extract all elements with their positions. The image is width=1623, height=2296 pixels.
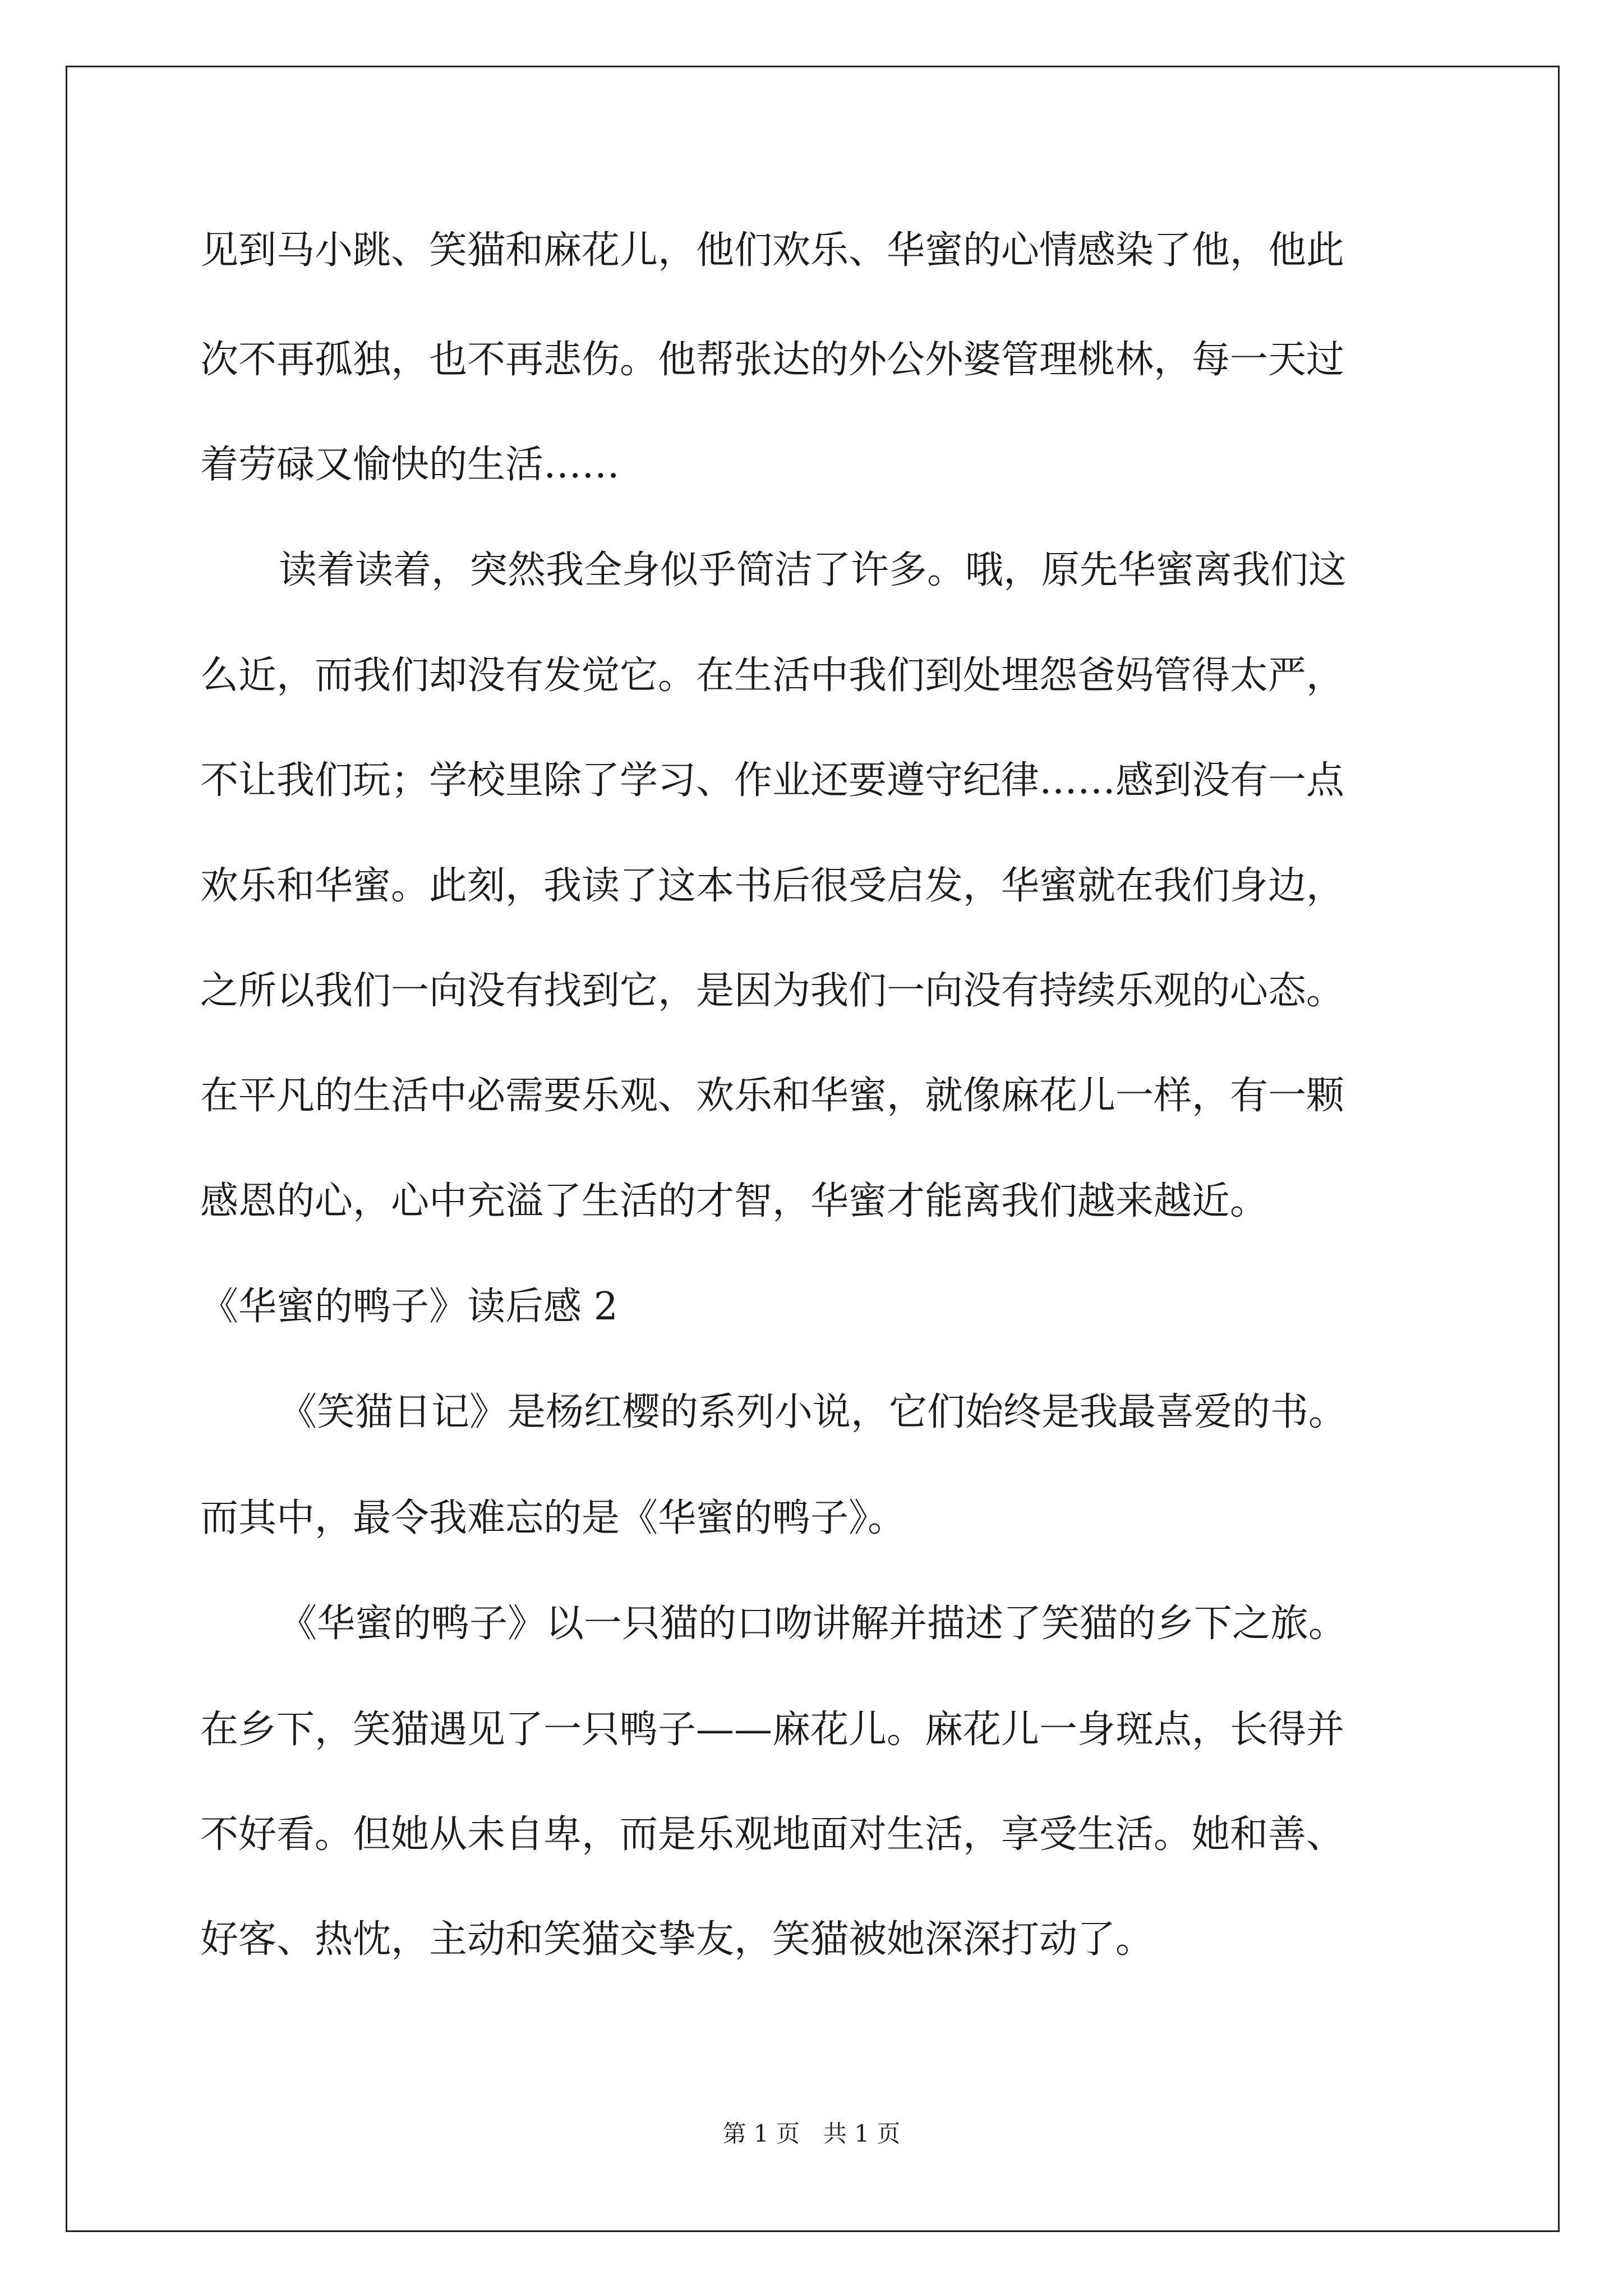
text-line: 而其中，最令我难忘的是《华蜜的鸭子》。 bbox=[200, 1496, 906, 1540]
text-line: 《笑猫日记》是杨红樱的系列小说，它们始终是我最喜爱的书。 bbox=[279, 1390, 1347, 1434]
section-heading: 《华蜜的鸭子》读后感 2 bbox=[200, 1285, 618, 1329]
text-line: 在乡下，笑猫遇见了一只鸭子——麻花儿。麻花儿一身斑点，长得并 bbox=[200, 1708, 1345, 1752]
text-line: 好客、热忱，主动和笑猫交挚友，笑猫被她深深打动了。 bbox=[200, 1917, 1154, 1962]
text-line: 欢乐和华蜜。此刻，我读了这本书后很受启发，华蜜就在我们身边， bbox=[200, 864, 1345, 908]
text-line: 次不再孤独，也不再悲伤。他帮张达的外公外婆管理桃林，每一天过 bbox=[200, 338, 1345, 382]
text-line: 之所以我们一向没有找到它，是因为我们一向没有持续乐观的心态。 bbox=[200, 969, 1345, 1013]
text-line: 不好看。但她从未自卑，而是乐观地面对生活，享受生活。她和善、 bbox=[200, 1812, 1345, 1857]
text-line: 在平凡的生活中必需要乐观、欢乐和华蜜，就像麻花儿一样，有一颗 bbox=[200, 1074, 1345, 1118]
text-line: 不让我们玩；学校里除了学习、作业还要遵守纪律……感到没有一点 bbox=[200, 758, 1345, 803]
text-line: 着劳碌又愉快的生活…… bbox=[200, 443, 620, 487]
page-number-footer: 第 1 页 共 1 页 bbox=[722, 2120, 901, 2147]
text-line: 感恩的心，心中充溢了生活的才智，华蜜才能离我们越来越近。 bbox=[200, 1179, 1269, 1223]
text-line: 《华蜜的鸭子》以一只猫的口吻讲解并描述了笑猫的乡下之旅。 bbox=[279, 1602, 1347, 1646]
text-line: 读着读着，突然我全身似乎简洁了许多。哦，原先华蜜离我们这 bbox=[279, 548, 1347, 592]
text-line: 么近，而我们却没有发觉它。在生活中我们到处埋怨爸妈管得太严， bbox=[200, 654, 1345, 698]
page-border bbox=[66, 66, 1560, 2232]
text-line: 见到马小跳、笑猫和麻花儿，他们欢乐、华蜜的心情感染了他，他此 bbox=[200, 228, 1345, 273]
